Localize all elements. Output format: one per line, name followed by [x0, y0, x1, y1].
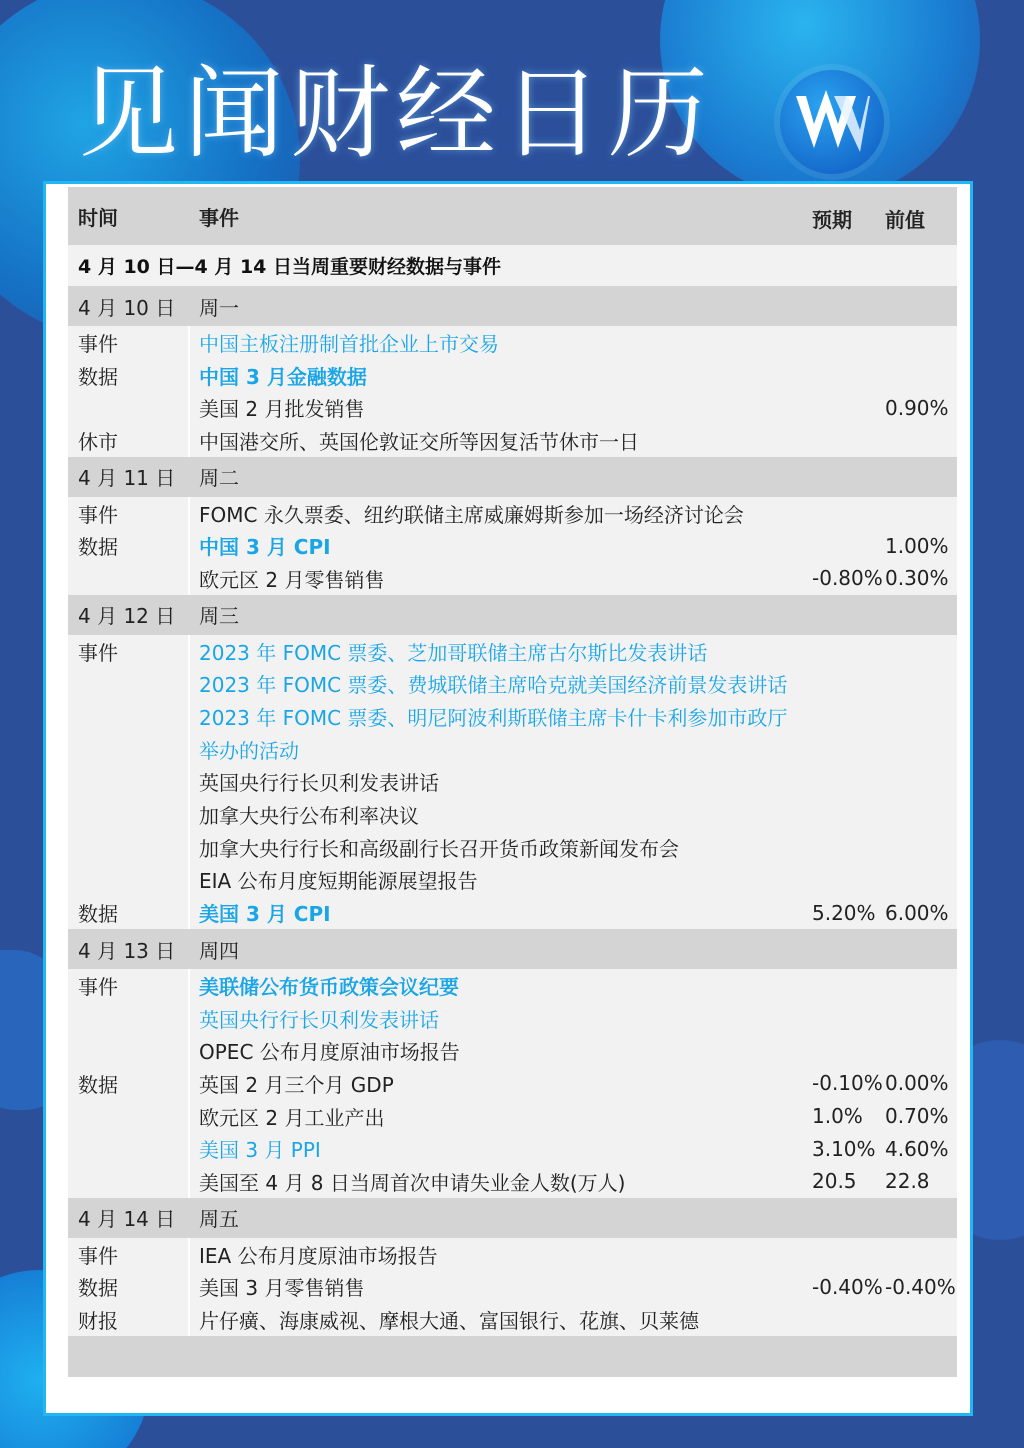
item-text: 2023 年 FOMC 票委、明尼阿波利斯联储主席卡什卡利参加市政厅 — [199, 706, 788, 731]
item-expected: 3.10% — [812, 1136, 876, 1161]
item-previous: 0.00% — [885, 1071, 949, 1096]
table-row — [68, 1238, 957, 1271]
item-text: 英国央行行长贝利发表讲话 — [199, 771, 439, 796]
day-date: 4 月 14 日 — [78, 1207, 176, 1232]
item-type: 事件 — [78, 1243, 118, 1268]
table-row — [68, 798, 957, 831]
item-type: 数据 — [78, 535, 118, 560]
item-text: 片仔癀、海康威视、摩根大通、富国银行、花旗、贝莱德 — [199, 1309, 699, 1334]
item-text: 英国央行行长贝利发表讲话 — [199, 1007, 439, 1032]
item-previous: -0.40% — [885, 1274, 956, 1299]
item-expected: -0.40% — [812, 1274, 883, 1299]
item-previous: 0.30% — [885, 566, 949, 591]
table-row — [68, 766, 957, 799]
item-text: FOMC 永久票委、纽约联储主席威廉姆斯参加一场经济讨论会 — [199, 502, 744, 527]
item-text: 举办的活动 — [199, 738, 299, 763]
item-text: 美国 3 月 CPI — [199, 902, 331, 927]
item-text: 美国 3 月零售销售 — [199, 1276, 365, 1301]
item-type: 事件 — [78, 502, 118, 527]
item-type: 数据 — [78, 902, 118, 927]
item-expected: 5.20% — [812, 900, 876, 925]
table-row — [68, 700, 957, 733]
item-expected: 20.5 — [812, 1169, 857, 1194]
item-type: 休市 — [78, 429, 118, 454]
table-row — [68, 635, 957, 668]
day-header-row — [68, 595, 957, 635]
item-previous: 1.00% — [885, 533, 949, 558]
table-row — [68, 668, 957, 701]
item-text: OPEC 公布月度原油市场报告 — [199, 1040, 460, 1065]
calendar-panel — [43, 181, 973, 1416]
item-text: 美国 3 月 PPI — [199, 1138, 321, 1163]
table-row — [68, 1100, 957, 1133]
item-type: 数据 — [78, 364, 118, 389]
item-previous: 22.8 — [885, 1169, 930, 1194]
table-row — [68, 1165, 957, 1198]
item-expected: 1.0% — [812, 1104, 863, 1129]
item-text: IEA 公布月度原油市场报告 — [199, 1243, 438, 1268]
item-text: 美国至 4 月 8 日当周首次申请失业金人数(万人) — [199, 1170, 626, 1195]
item-text: 中国主板注册制首批企业上市交易 — [199, 331, 499, 356]
day-date: 4 月 13 日 — [78, 938, 176, 963]
header-event: 事件 — [199, 205, 239, 230]
table-row — [68, 562, 957, 595]
day-header-row — [68, 1198, 957, 1238]
day-header-row — [68, 929, 957, 969]
week-title: 4 月 10 日—4 月 14 日当周重要财经数据与事件 — [78, 256, 502, 278]
brand-logo — [780, 70, 884, 174]
day-date: 4 月 10 日 — [78, 295, 176, 320]
item-previous: 0.70% — [885, 1104, 949, 1129]
w-logo-icon — [794, 90, 870, 154]
item-text: 中国港交所、英国伦敦证交所等因复活节休市一日 — [199, 429, 639, 454]
item-text: 美联储公布货币政策会议纪要 — [199, 974, 459, 999]
day-weekday: 周三 — [199, 604, 239, 629]
day-date: 4 月 12 日 — [78, 604, 176, 629]
header-previous: 前值 — [885, 208, 925, 232]
item-type: 数据 — [78, 1072, 118, 1097]
table-row — [68, 497, 957, 530]
header-expected: 预期 — [812, 208, 852, 232]
item-text: 美国 2 月批发销售 — [199, 397, 365, 422]
day-header-row — [68, 286, 957, 326]
item-type: 事件 — [78, 974, 118, 999]
item-text: 欧元区 2 月工业产出 — [199, 1105, 385, 1130]
item-text: 2023 年 FOMC 票委、费城联储主席哈克就美国经济前景发表讲话 — [199, 673, 788, 698]
table-row — [68, 1271, 957, 1304]
item-text: 欧元区 2 月零售销售 — [199, 567, 385, 592]
table-row — [68, 359, 957, 392]
table-row — [68, 831, 957, 864]
day-weekday: 周二 — [199, 466, 239, 491]
table-row — [68, 733, 957, 766]
item-text: 英国 2 月三个月 GDP — [199, 1072, 394, 1097]
day-date: 4 月 11 日 — [78, 466, 176, 491]
table-row — [68, 1303, 957, 1336]
item-type: 财报 — [78, 1309, 118, 1334]
item-text: 中国 3 月金融数据 — [199, 364, 367, 389]
item-text: 加拿大央行行长和高级副行长召开货币政策新闻发布会 — [199, 836, 679, 861]
item-type: 事件 — [78, 331, 118, 356]
table-row — [68, 424, 957, 457]
item-expected: -0.80% — [812, 566, 883, 591]
item-expected: -0.10% — [812, 1071, 883, 1096]
calendar-table — [68, 187, 957, 1377]
table-row — [68, 1002, 957, 1035]
day-weekday: 周五 — [199, 1207, 239, 1232]
day-weekday: 周四 — [199, 938, 239, 963]
table-row — [68, 896, 957, 929]
table-row — [68, 529, 957, 562]
day-weekday: 周一 — [199, 295, 239, 320]
table-row — [68, 1067, 957, 1100]
week-title-row — [68, 245, 957, 286]
item-previous: 6.00% — [885, 900, 949, 925]
table-header — [68, 187, 957, 245]
item-previous: 0.90% — [885, 395, 949, 420]
day-header-row — [68, 457, 957, 497]
item-text: 中国 3 月 CPI — [199, 535, 331, 560]
item-text: 2023 年 FOMC 票委、芝加哥联储主席古尔斯比发表讲话 — [199, 640, 708, 665]
item-text: EIA 公布月度短期能源展望报告 — [199, 869, 478, 894]
item-type: 数据 — [78, 1276, 118, 1301]
table-row — [68, 1132, 957, 1165]
table-footer — [68, 1336, 957, 1377]
item-previous: 4.60% — [885, 1136, 949, 1161]
page-title: 见闻财经日历 — [78, 55, 714, 172]
table-row — [68, 326, 957, 359]
table-row — [68, 969, 957, 1002]
item-type: 事件 — [78, 640, 118, 665]
item-text: 加拿大央行公布利率决议 — [199, 804, 419, 829]
table-row — [68, 391, 957, 424]
table-row — [68, 1034, 957, 1067]
header-time: 时间 — [78, 205, 118, 230]
table-row — [68, 864, 957, 897]
